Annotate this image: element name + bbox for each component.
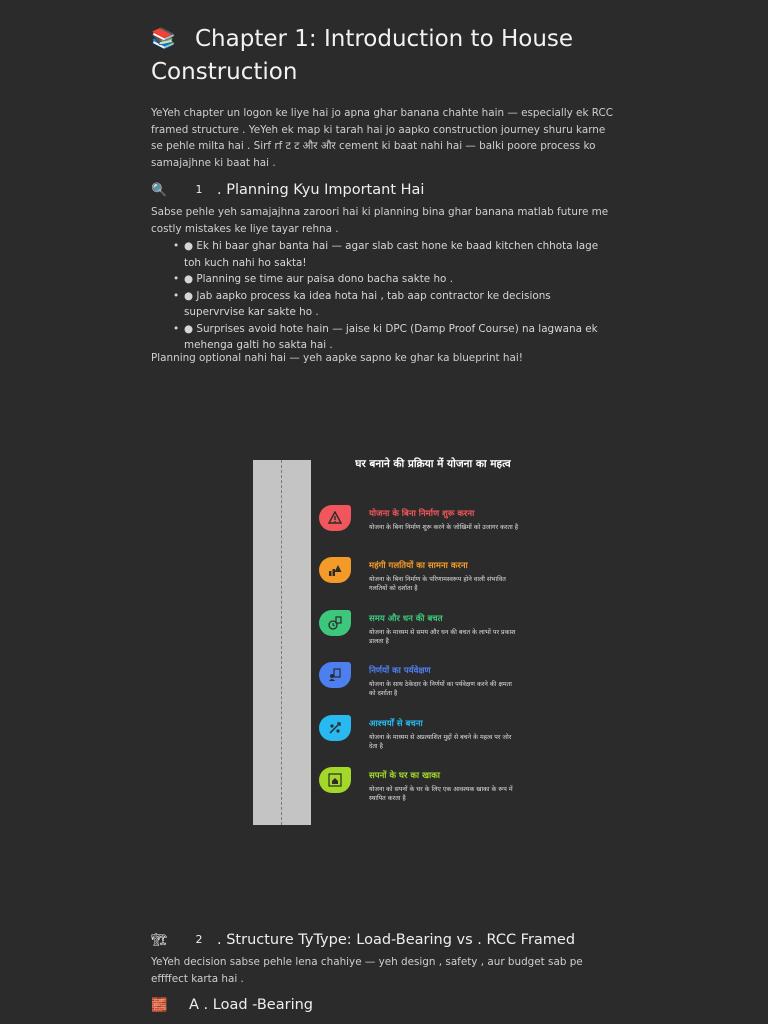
list-item: • ● Surprises avoid hote hain — jaise ki DPC (Damp Proof Course) na lagwana ek mehenga galti ho sakta hai . <box>173 321 613 354</box>
section-number: 1 <box>195 183 203 196</box>
step-description: योजना के माध्यम से अप्रत्याशित मुद्दों से बचने के महत्व पर जोर देता है <box>369 734 512 750</box>
section-title: . Structure TyType: Load-Bearing vs . RCC Framed <box>217 932 576 948</box>
infographic-title: घर बनाने की प्रक्रिया में योजना का महत्व <box>355 458 511 470</box>
section-1-closing: Planning optional nahi hai — yeh aapke sapno ke ghar ka blueprint hai! <box>151 352 523 364</box>
step-title: समय और धन की बचत <box>369 614 443 624</box>
step-title: निर्णयों का पर्यवेक्षण <box>369 666 431 676</box>
chart-warning-icon <box>319 557 351 583</box>
infographic-rail <box>253 460 311 825</box>
list-item: • ● Jab aapko process ka idea hota hai , tab aap contractor ke decisions supervrvise kar sakte ho . <box>173 288 613 321</box>
section-1-heading <box>151 180 621 201</box>
step-description: योजना के बिना निर्माण शुरू करने के जोखिमों को उजागर करता है <box>369 524 519 531</box>
magnifier-icon: 🔍 <box>151 183 168 198</box>
step-description: योजना के माध्यम से समय और धन की बचत के लाभों पर प्रकाश डालता है <box>369 629 516 645</box>
section-2-heading <box>151 930 621 951</box>
infographic-step <box>319 557 539 605</box>
brick-icon: 🧱 <box>151 998 168 1013</box>
infographic-dashed-line <box>281 460 282 825</box>
infographic-step <box>319 662 539 710</box>
list-item: • ● Planning se time aur paisa dono bacha sakte ho . <box>173 271 613 288</box>
step-title: योजना के बिना निर्माण शुरू करना <box>369 509 475 519</box>
crane-icon: 🏗 <box>151 933 168 948</box>
section-1-lead: Sabse pehle yeh samajajhna zaroori hai ki planning bina ghar banana matlab future me costly mistakes ke liye tayar rehna . <box>151 206 609 235</box>
house-blueprint-icon <box>319 767 351 793</box>
shield-avoid-icon <box>319 715 351 741</box>
section-2-lead: YeYeh decision sabse pehle lena chahiye — yeh design , safety , aur budget sab pe effffect karta hai . <box>151 956 583 985</box>
infographic-step <box>319 505 539 553</box>
infographic-step <box>319 767 539 815</box>
infographic-step <box>319 610 539 658</box>
step-description: योजना के साथ ठेकेदार के निर्णयों का पर्यवेक्षण करने की क्षमता को दर्शाता है <box>369 681 512 697</box>
infographic-step <box>319 715 539 763</box>
chapter-intro: YeYeh chapter un logon ke liye hai jo apna ghar banana chahte hain — especially ek RCC framed structure . YeYeh ek map ki tarah hai jo aapko construction journey shuru karne se pehle milta hai . Sirf rf ट ट और और cement ki baat nahi hai — balki poore process ko samajajhne ki baat hai . <box>151 107 613 169</box>
section-title: . Planning Kyu Important Hai <box>217 182 425 198</box>
subsection-title: A . Load -Bearing <box>189 997 313 1013</box>
section-1-bullets <box>173 238 613 354</box>
clock-money-icon <box>319 610 351 636</box>
step-title: सपनों के घर का खाका <box>369 771 440 781</box>
list-item: • ● Ek hi baar ghar banta hai — agar slab cast hone ke baad kitchen chhota lage toh kuch nahi ho sakta! <box>173 238 613 271</box>
planning-infographic <box>253 455 543 827</box>
warning-icon <box>319 505 351 531</box>
step-description: योजना के बिना निर्माण के परिणामस्वरूप होने वाली संभावित गलतियों को दर्शाता है <box>369 576 506 592</box>
chapter-title: 📚 Chapter 1: Introduction to House Construction <box>151 22 611 89</box>
section-number: 2 <box>195 933 203 946</box>
step-description: योजना को सपनों के घर के लिए एक आवश्यक खाका के रूप में स्थापित करता है <box>369 786 513 802</box>
supervision-icon <box>319 662 351 688</box>
subsection-a-heading <box>151 995 621 1016</box>
step-title: महंगी गलतियों का सामना करना <box>369 561 468 571</box>
books-icon: 📚 <box>151 26 176 50</box>
step-title: आश्चर्यों से बचना <box>369 719 423 729</box>
